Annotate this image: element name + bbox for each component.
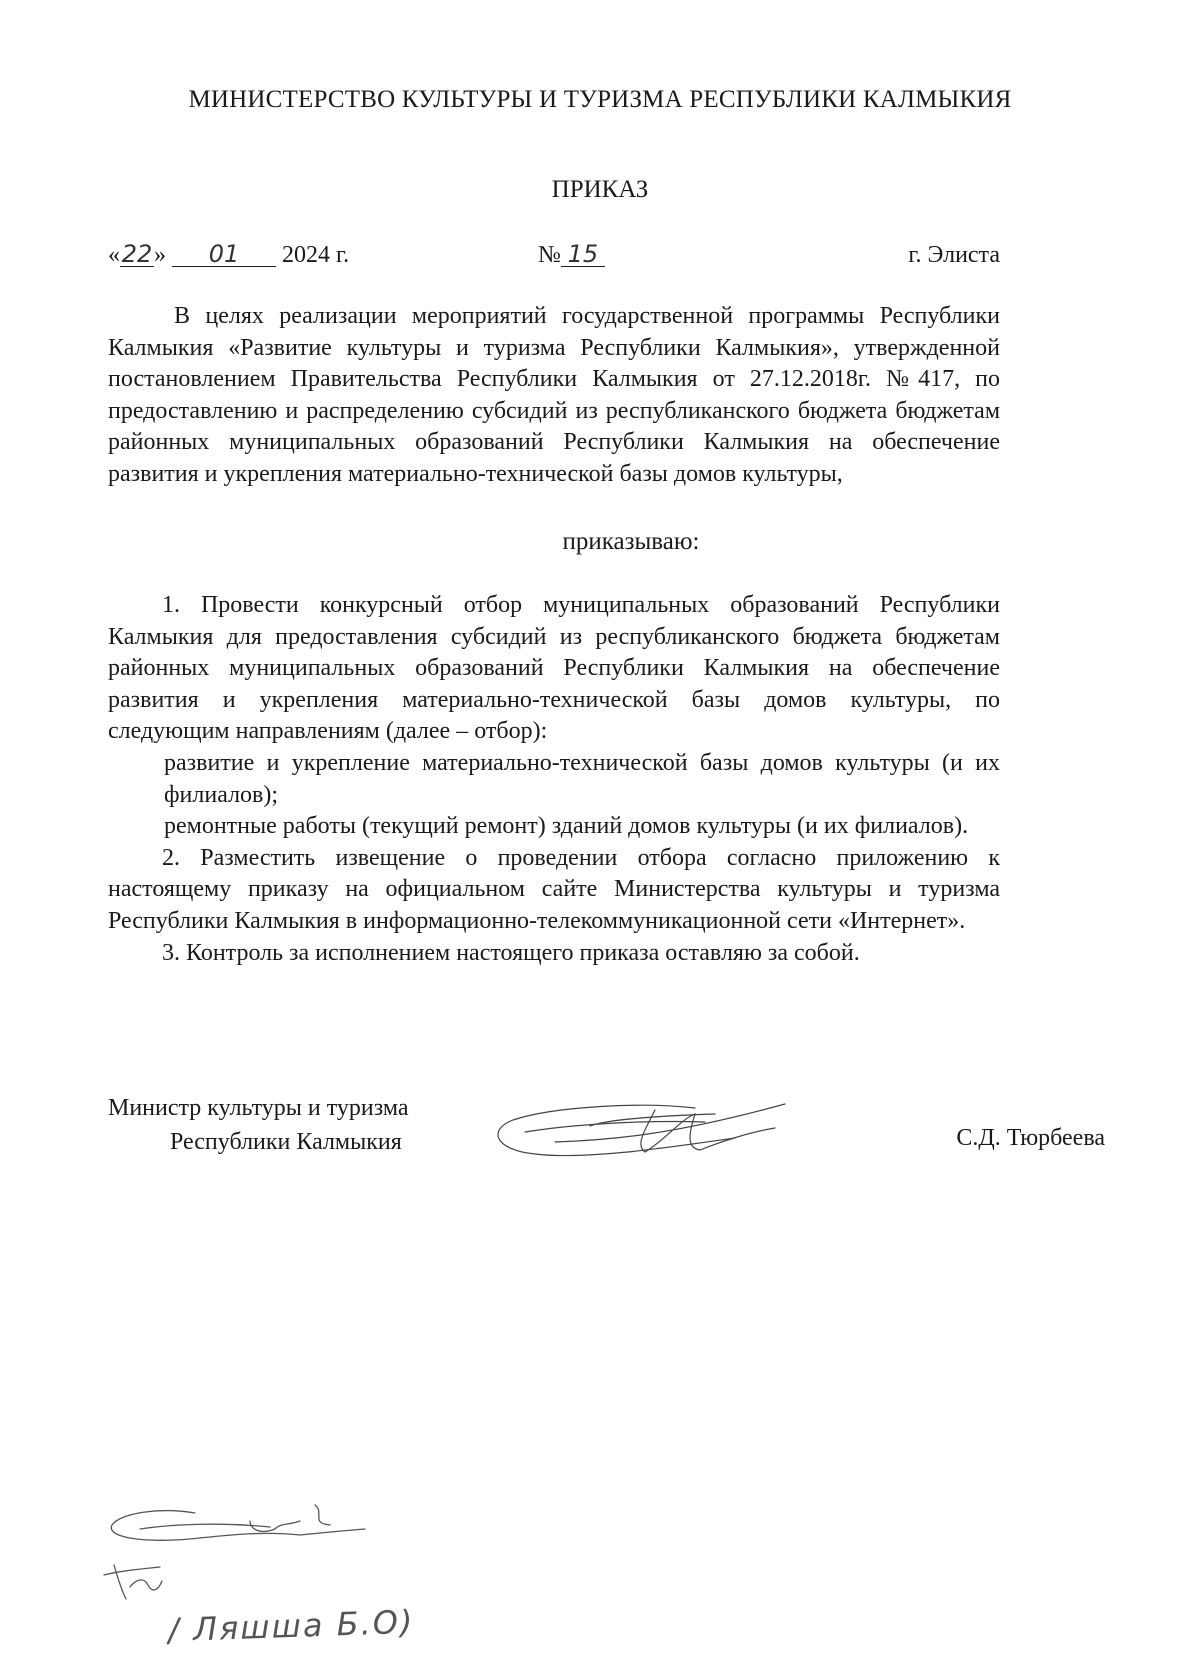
- ministry-header: МИНИСТЕРСТВО КУЛЬТУРЫ И ТУРИЗМА РЕСПУБЛИКИ КАЛМЫКИЯ: [188, 86, 1012, 113]
- date-quote-open: «: [108, 242, 120, 268]
- order-city: г. Элиста: [908, 242, 1000, 268]
- order-item-1: 1. Провести конкурсный отбор муниципальных образований Республики Калмыкия для предоставления субсидий из республиканского бюджета бюджетам районных муниципальных образований Республики Калмыкия на обеспечение развития и укрепления материально-технической базы домов культуры, по следующим направлениям (далее – отбор):: [108, 592, 1000, 745]
- order-item-3: 3. Контроль за исполнением настоящего приказа оставляю за собой.: [162, 939, 860, 966]
- order-items: [108, 590, 1000, 969]
- document-title: ПРИКАЗ: [551, 176, 649, 203]
- number-sign: №: [538, 242, 561, 268]
- date-year: 2024 г.: [282, 242, 350, 268]
- approval-visa-signature: [100, 1495, 380, 1605]
- order-item-1-direction-2: ремонтные работы (текущий ремонт) зданий домов культуры (и их филиалов).: [164, 813, 969, 840]
- handwritten-signature: [495, 1090, 795, 1170]
- order-meta-row: [108, 242, 1000, 276]
- date-month: 01: [172, 242, 276, 267]
- signatory-position-line-2: Республики Калмыкия: [170, 1129, 402, 1155]
- preamble-paragraph: В целях реализации мероприятий государственной программы Республики Калмыкия «Развитие культуры и туризма Республики Калмыкия», утвержденной постановлением Правительства Республики Калмыкия от 27.12.2018г. №417, по предоставлению и распределению субсидий из республиканского бюджета бюджетам районных муниципальных образований Республики Калмыкия на обеспечение развития и укрепления материально-технической базы домов культуры,: [108, 303, 1000, 487]
- order-item-2: 2. Разместить извещение о проведении отбора согласно приложению к настоящему приказу на официальном сайте Министерства культуры и туризма Республики Калмыкия в информационно-телекоммуникационной сети «Интернет».: [108, 844, 1000, 934]
- date-quote-close: »: [154, 242, 166, 268]
- signatory-position: [108, 1091, 409, 1159]
- order-number: [538, 242, 605, 269]
- date-day: 22: [121, 240, 153, 268]
- order-date: [108, 242, 349, 269]
- order-item-1-direction-1: развитие и укрепление материально-технической базы домов культуры (и их филиалов);: [164, 749, 1000, 808]
- order-number-value: 15: [561, 242, 605, 267]
- signatory-position-line-1: Министр культуры и туризма: [108, 1095, 409, 1121]
- approval-visa-note: / Ляшша Б.О): [167, 1602, 415, 1650]
- order-word: приказываю:: [562, 528, 700, 555]
- signatory-name: С.Д. Тюрбеева: [956, 1125, 1105, 1151]
